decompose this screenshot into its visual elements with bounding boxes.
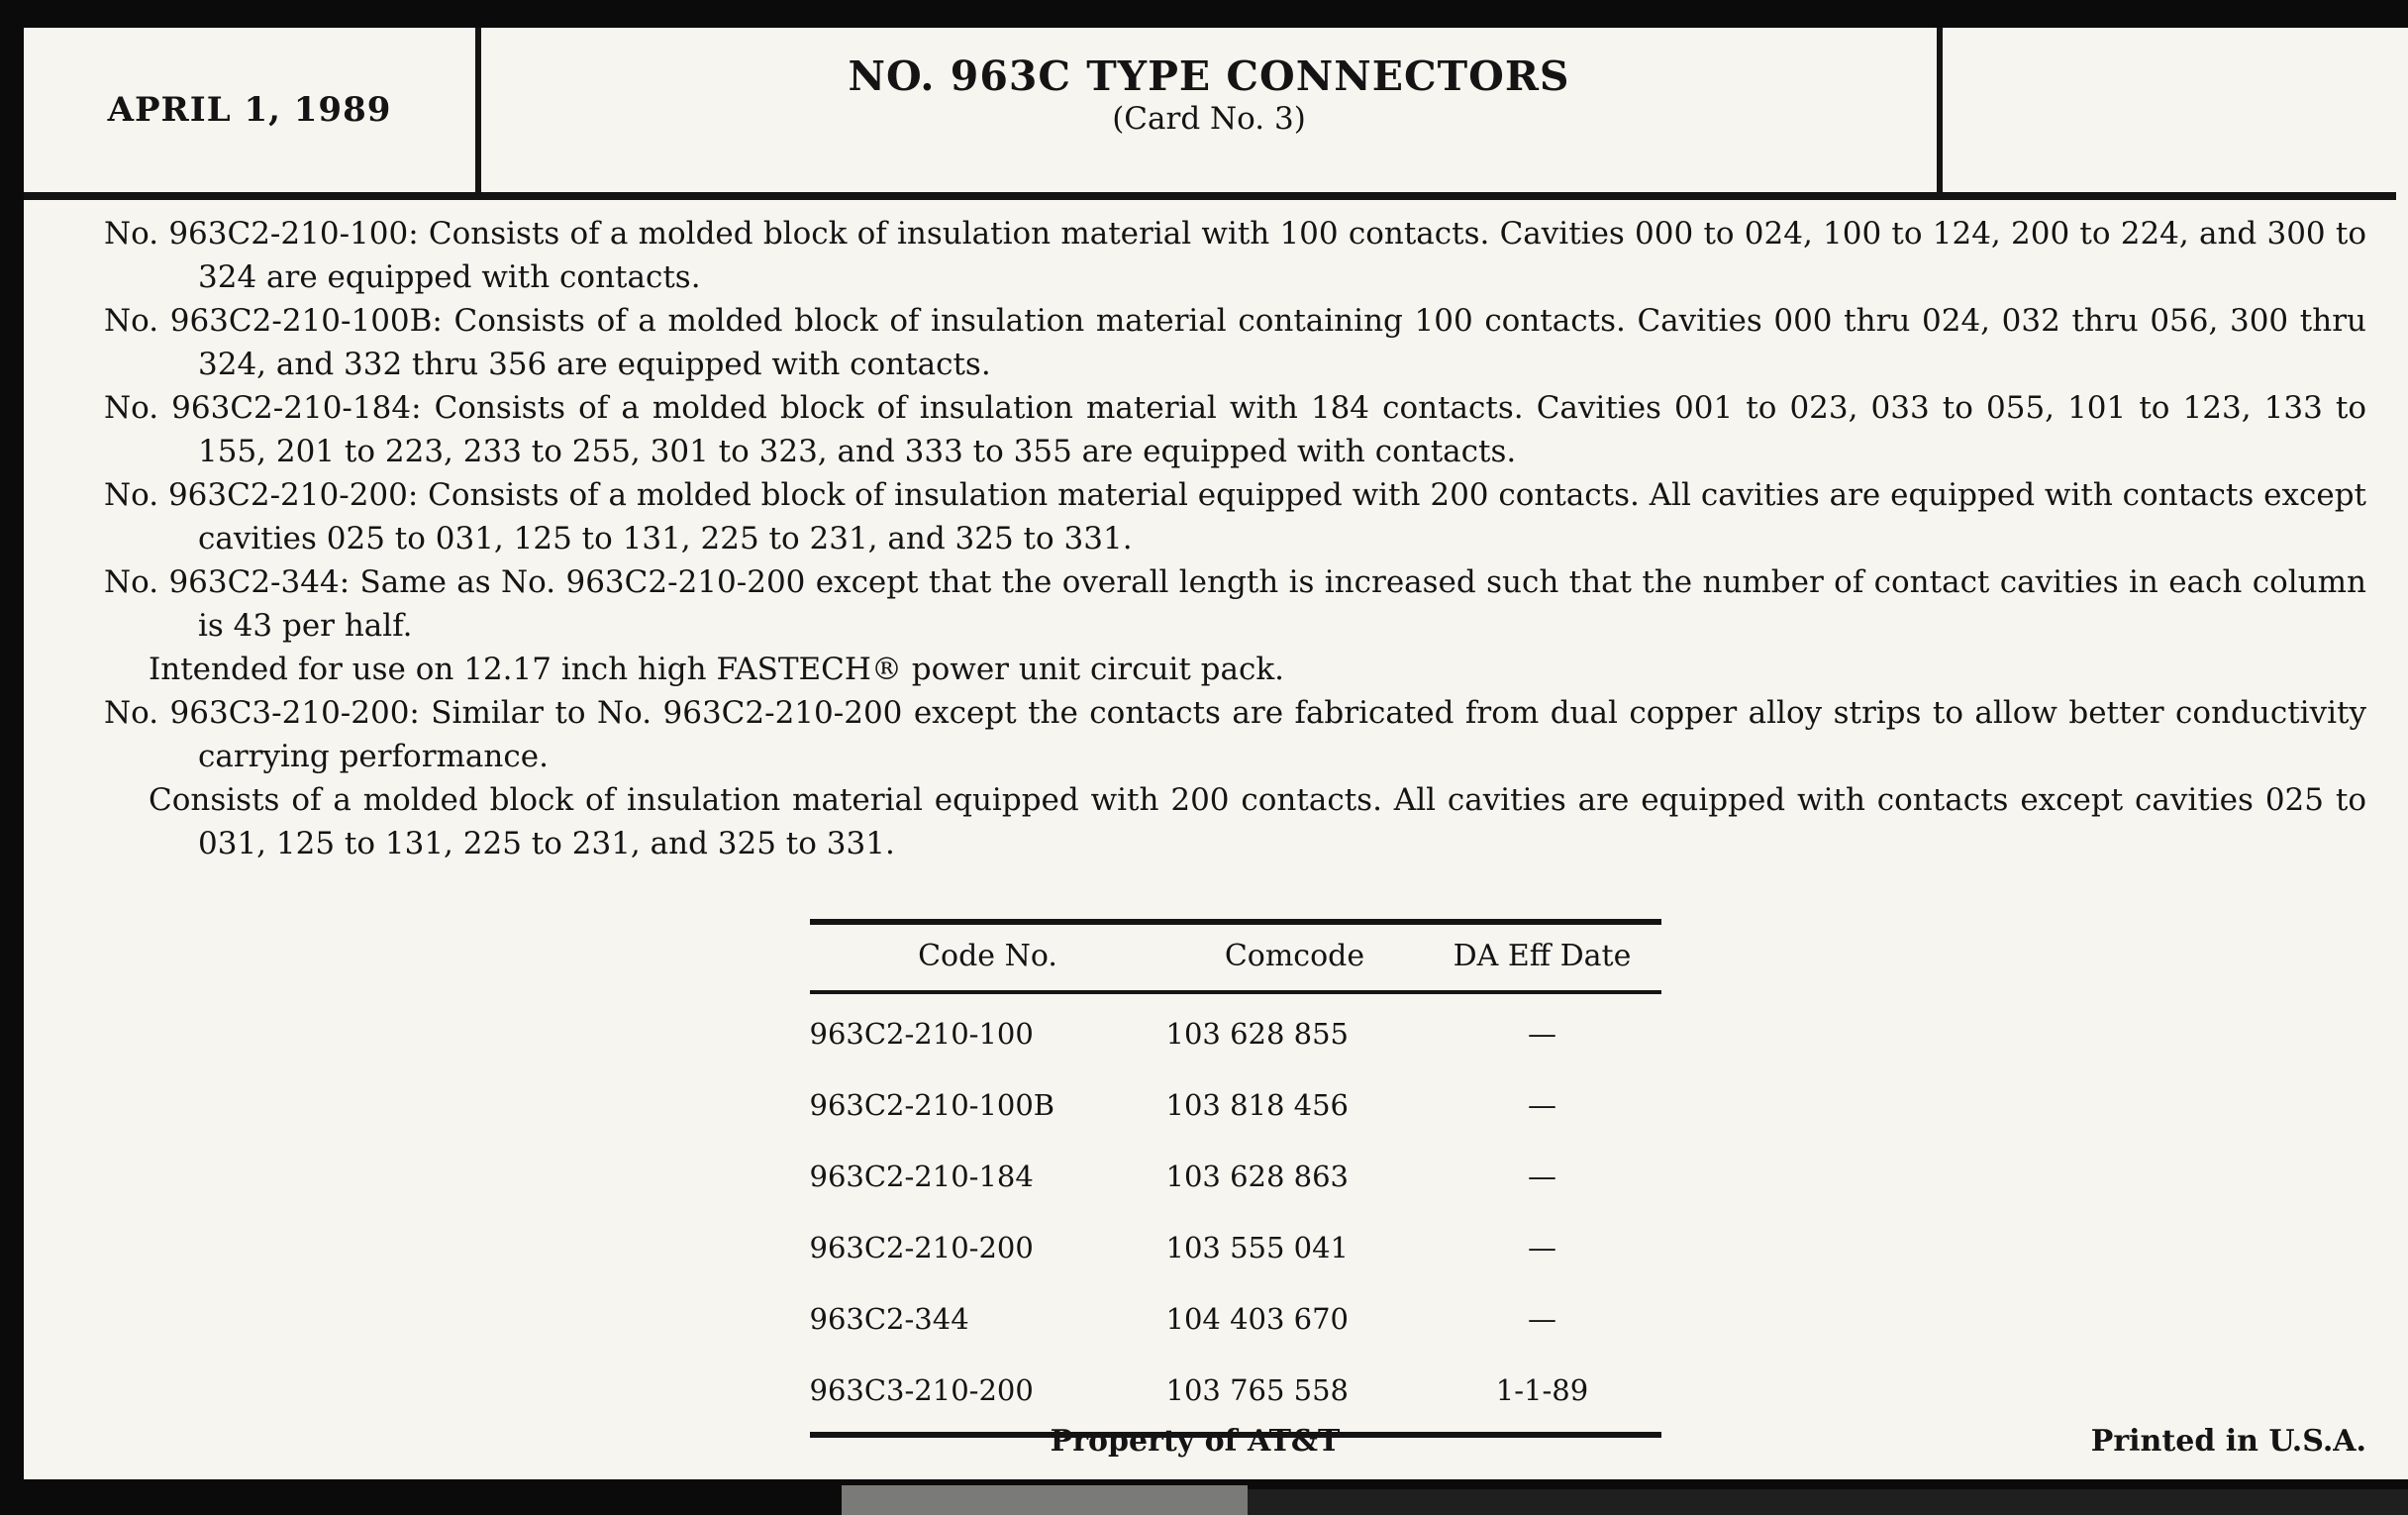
cell-code-no: 963C2-344 (809, 1302, 969, 1336)
header-title-cell (481, 28, 1937, 192)
header-empty-cell (1937, 28, 2408, 192)
property-notice: Property of AT&T (1050, 1424, 1341, 1459)
cell-comcode: 103 555 041 (1165, 1231, 1349, 1264)
code-table-body (810, 992, 1661, 1435)
code-table (810, 919, 1661, 1438)
scan-edge-gray-patch (842, 1485, 1248, 1515)
table-row (810, 1355, 1661, 1435)
header-rule (24, 192, 2396, 200)
table-row (810, 1069, 1661, 1141)
document-body (104, 212, 2366, 1438)
cell-code-no: 963C2-210-200 (809, 1231, 1034, 1264)
paragraph-963c3-detail: Consists of a molded block of insulation material equipped with 200 contacts. All cavities are equipped with contacts except cavities 025 to 031, 125 to 131, 225 to 231, and 325 to 331. (149, 782, 2366, 861)
scan-edge-dark-patch (1248, 1489, 2408, 1515)
scan-edge-left (0, 0, 24, 1515)
table-row (810, 1283, 1661, 1355)
paragraph-963c2-210-100: No. 963C2-210-100: Consists of a molded block of insulation material with 100 contacts. Cavities 000 to 024, 100 to 124, 200 to 224, and 300 to 324 are equipped with contacts. (104, 216, 2366, 295)
paragraph-963c2-210-184: No. 963C2-210-184: Consists of a molded block of insulation material with 184 contacts. Cavities 001 to 023, 033 to 055, 101 to 123, 133 to 155, 201 to 223, 233 to 255, 301 to 323, and 333 to 355 are equipped with contacts. (104, 390, 2366, 469)
column-header-code-no: Code No. (810, 922, 1166, 992)
cell-da-eff-date: — (1528, 1160, 1556, 1193)
cell-code-no: 963C2-210-184 (809, 1160, 1034, 1193)
header-date-cell (24, 28, 481, 192)
table-header-row (810, 922, 1661, 992)
cell-da-eff-date: — (1528, 1302, 1556, 1336)
printed-notice: Printed in U.S.A. (2090, 1424, 2366, 1459)
table-row (810, 992, 1661, 1069)
paragraph-intended-use: Intended for use on 12.17 inch high FASTECH® power unit circuit pack. (149, 652, 1284, 687)
cell-da-eff-date: — (1528, 1088, 1556, 1122)
cell-comcode: 103 818 456 (1165, 1088, 1349, 1122)
document-subtitle: (Card No. 3) (1112, 101, 1306, 137)
cell-comcode: 104 403 670 (1165, 1302, 1349, 1336)
document-header (24, 28, 2408, 192)
cell-code-no: 963C3-210-200 (809, 1373, 1034, 1407)
cell-da-eff-date: — (1528, 1231, 1556, 1264)
cell-code-no: 963C2-210-100B (809, 1088, 1055, 1122)
cell-comcode: 103 628 863 (1165, 1160, 1349, 1193)
paragraph-963c2-210-100b: No. 963C2-210-100B: Consists of a molded block of insulation material containing 100 contacts. Cavities 000 thru 024, 032 thru 056, 300 thru 324, and 332 thru 356 are equipped with contacts. (104, 303, 2366, 382)
column-header-comcode: Comcode (1166, 922, 1424, 992)
cell-comcode: 103 628 855 (1165, 1017, 1349, 1051)
column-header-da-eff-date: DA Eff Date (1424, 922, 1661, 992)
scan-edge-bottom (0, 1479, 2408, 1515)
cell-da-eff-date: 1-1-89 (1495, 1373, 1589, 1407)
paragraph-963c3-210-200: No. 963C3-210-200: Similar to No. 963C2-210-200 except the contacts are fabricated from dual copper alloy strips to allow better conductivity carrying performance. (104, 695, 2366, 774)
paragraph-963c2-210-200: No. 963C2-210-200: Consists of a molded block of insulation material equipped with 200 contacts. All cavities are equipped with contacts except cavities 025 to 031, 125 to 131, 225 to 231, and 325 to 331. (104, 477, 2366, 556)
scan-edge-top (0, 0, 2408, 28)
document-footer (24, 1424, 2366, 1464)
code-table-head (810, 922, 1661, 992)
document-date: APRIL 1, 1989 (107, 90, 392, 130)
table-row (810, 1141, 1661, 1212)
cell-code-no: 963C2-210-100 (809, 1017, 1034, 1051)
table-row (810, 1212, 1661, 1283)
cell-da-eff-date: — (1528, 1017, 1556, 1051)
document-title: NO. 963C TYPE CONNECTORS (848, 52, 1570, 100)
paragraph-963c2-344: No. 963C2-344: Same as No. 963C2-210-200 except that the overall length is increased such that the number of contact cavities in each column is 43 per half. (104, 564, 2366, 644)
cell-comcode: 103 765 558 (1165, 1373, 1349, 1407)
code-table-container (104, 919, 2366, 1438)
